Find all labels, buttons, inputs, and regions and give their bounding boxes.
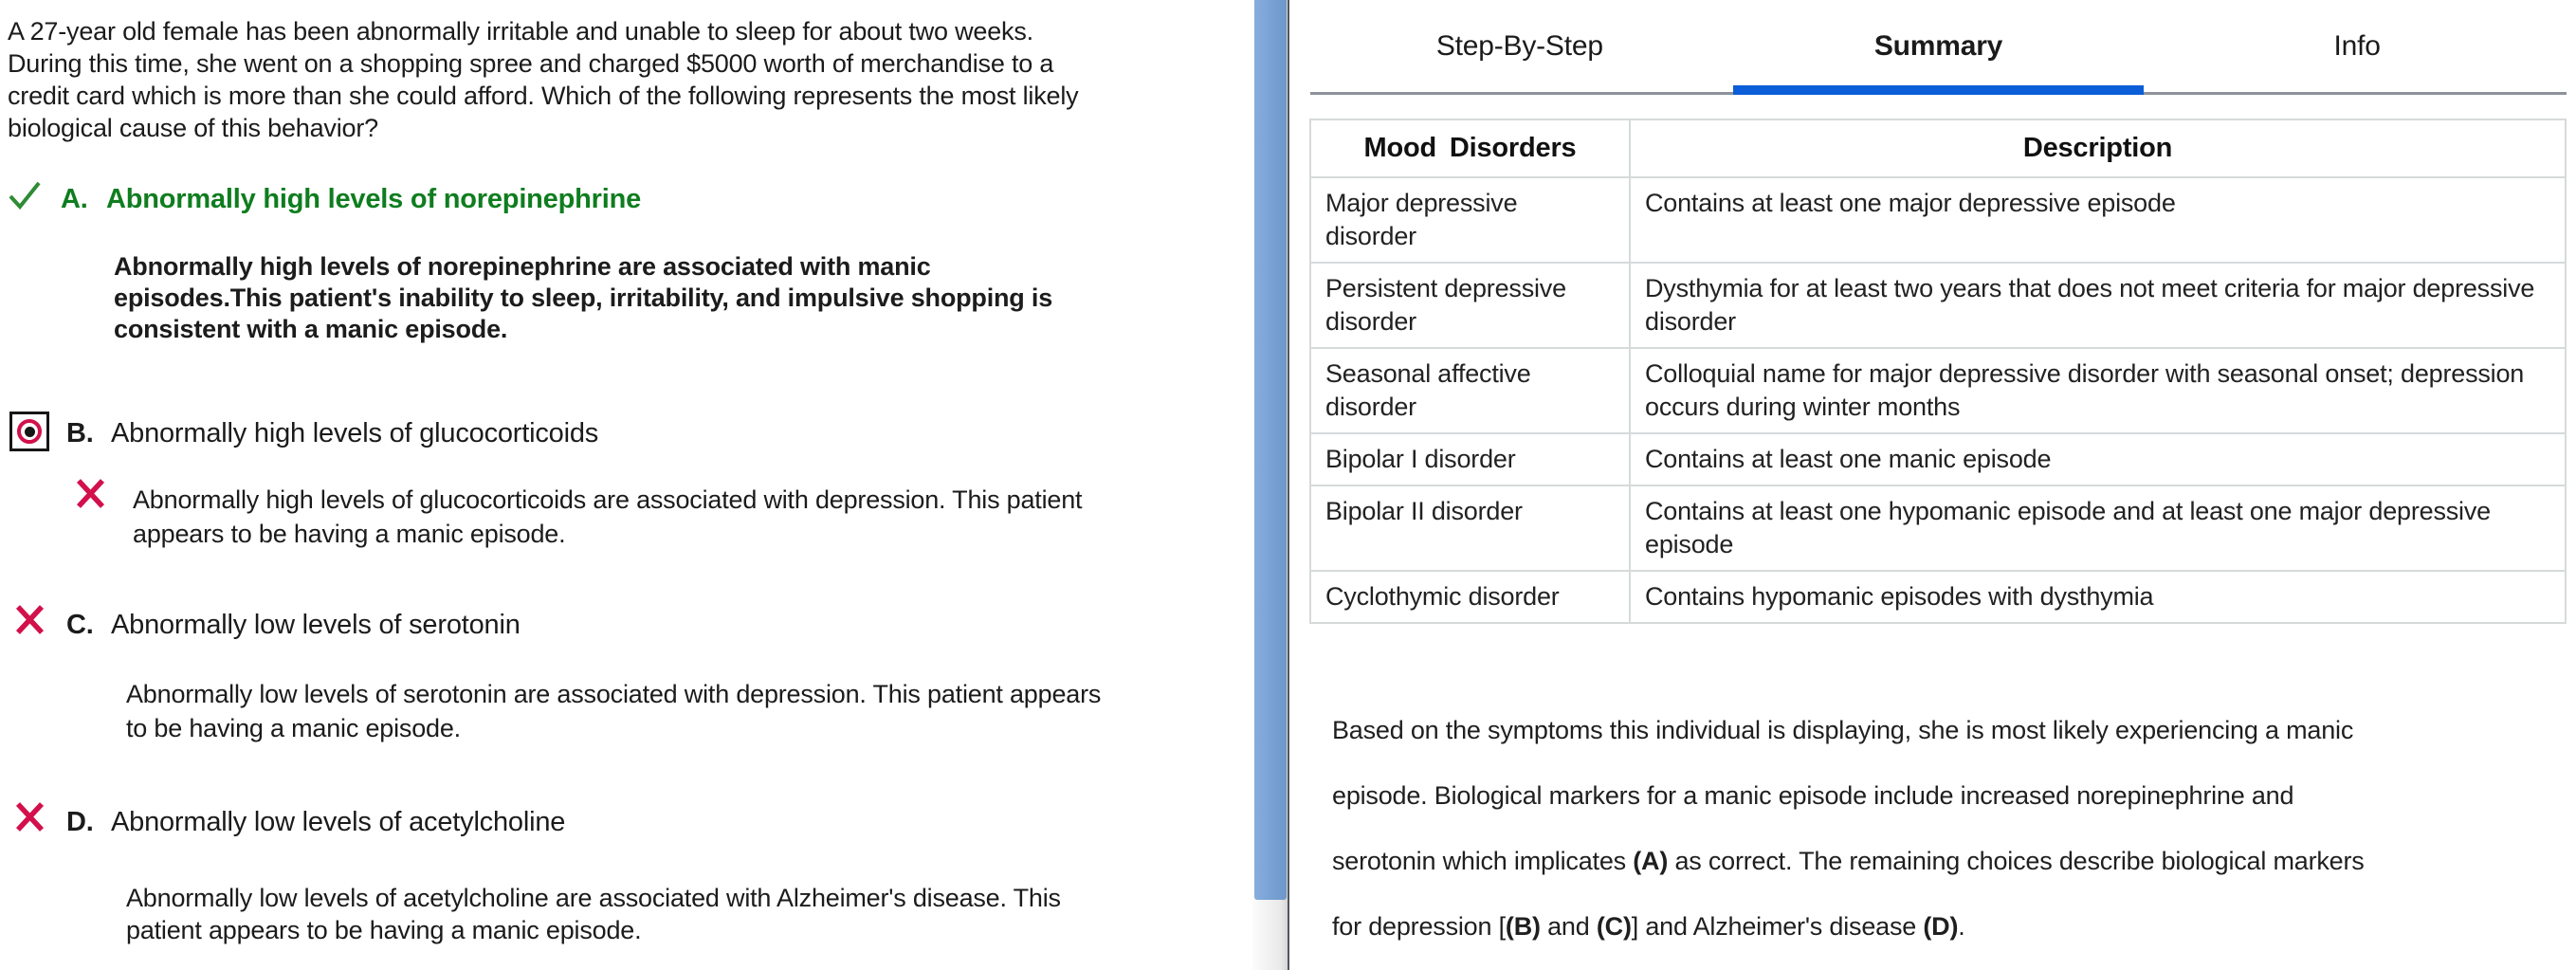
disorder-cell: Bipolar I disorder [1310,433,1630,485]
description-cell: Colloquial name for major depressive disorder with seasonal onset; depression occurs during winter months [1630,348,2566,433]
summary-paragraph: Based on the symptoms this individual is displaying, she is most likely experiencing a manic episode. Biological markers for a manic episode include increased norepinephrine and serotonin which implicates (A) as correct. The remaining choices describe biological markers for depression [(B) and (C)] and Alzheimer's disease (D). [1332,716,2365,941]
tab-info[interactable] [2147,0,2567,92]
disorder-cell: Major depressive disorder [1310,177,1630,263]
incorrect-x-icon [15,604,45,635]
option-c-label[interactable]: Abnormally low levels of serotonin [111,610,521,640]
disorder-cell: Seasonal affective disorder [1310,348,1630,433]
incorrect-x-icon [76,478,105,509]
tab-step-by-step-label: Step-By-Step [1435,29,1603,62]
column-header-mood-disorders: Mood Disorders [1310,119,1630,177]
option-b-letter[interactable]: B. [66,418,94,448]
disorder-cell: Cyclothymic disorder [1310,571,1630,623]
correct-check-icon [8,180,42,210]
description-cell: Contains at least one major depressive episode [1630,177,2566,263]
question-text: A 27-year old female has been abnormally irritable and unable to sleep for about two weeks. During this time, she went on a shopping spree and charged $5000 worth of merchandise to a credit card which is more than she could afford. Which of the following represents the most likely biological cause of this behavior? [8,17,1079,142]
tab-step-by-step[interactable] [1310,0,1729,92]
table-row [1310,177,2566,263]
table-row [1310,433,2566,485]
scrollbar-thumb[interactable] [1254,0,1287,900]
tab-info-label: Info [2333,29,2381,62]
tab-summary[interactable] [1729,0,2148,92]
question-panel [0,0,1251,970]
description-cell: Contains at least one manic episode [1630,433,2566,485]
description-cell: Contains at least one hypomanic episode and at least one major depressive episode [1630,485,2566,571]
description-cell: Contains hypomanic episodes with dysthymia [1630,571,2566,623]
option-c-explanation: Abnormally low levels of serotonin are associated with depression. This patient appears to be having a manic episode. [126,680,1102,742]
option-b-explanation: Abnormally high levels of glucocorticoids are associated with depression. This patient appears to be having a manic episode. [133,485,1083,548]
option-d-label[interactable]: Abnormally low levels of acetylcholine [111,807,566,837]
radio-ring [17,419,42,444]
column-header-description: Description [1630,119,2566,177]
table-row [1310,348,2566,433]
option-a-explanation: Abnormally high levels of norepinephrine are associated with manic episodes.This patient's inability to sleep, irritability, and impulsive shopping is consistent with a manic episode. [114,252,1053,343]
radio-selected-icon[interactable] [9,412,49,451]
option-d-explanation: Abnormally low levels of acetylcholine are associated with Alzheimer's disease. This patient appears to be having a manic episode. [126,884,1061,944]
option-c-letter[interactable]: C. [66,610,94,640]
radio-dot [25,427,35,437]
mood-disorders-table [1309,119,2567,624]
disorder-cell: Persistent depressive disorder [1310,263,1630,348]
tab-summary-label: Summary [1873,29,2003,62]
option-a-label[interactable]: Abnormally high levels of norepinephrine [106,184,642,214]
option-a-letter[interactable]: A. [61,184,88,214]
table-row [1310,263,2566,348]
description-cell: Dysthymia for at least two years that does not meet criteria for major depressive disorder [1630,263,2566,348]
table-row [1310,485,2566,571]
left-panel-scrollbar[interactable] [1252,0,1289,970]
explanation-panel [1289,0,2576,970]
tab-bar [1310,0,2567,95]
option-d-letter[interactable]: D. [66,807,94,837]
table-header-row [1310,119,2566,177]
option-b-label[interactable]: Abnormally high levels of glucocorticoids [111,418,599,448]
table-row [1310,571,2566,623]
disorder-cell: Bipolar II disorder [1310,485,1630,571]
incorrect-x-icon [15,801,45,833]
